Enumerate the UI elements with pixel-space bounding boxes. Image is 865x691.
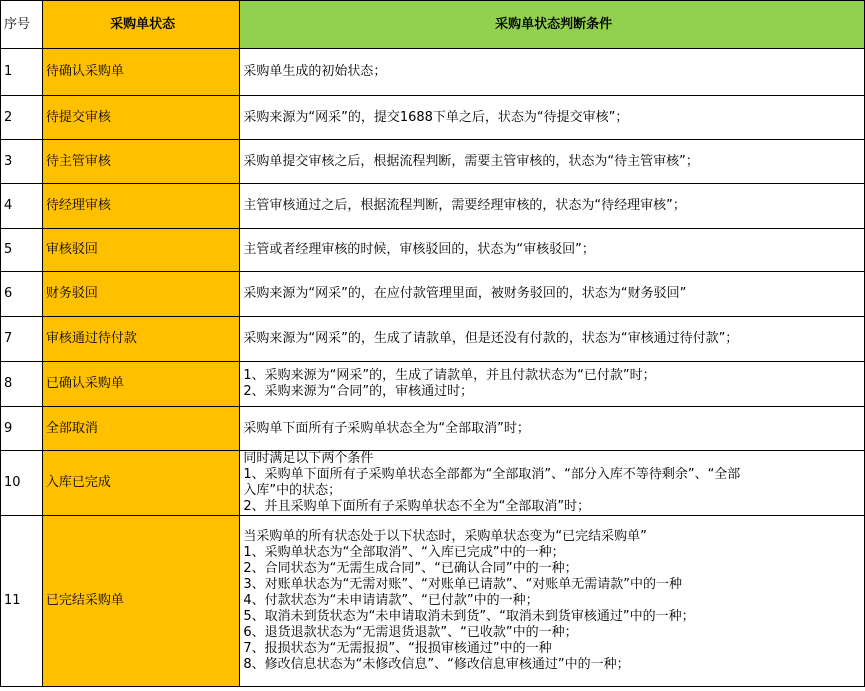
- row-seq: 3: [1, 140, 43, 184]
- condition-line: 主管或者经理审核的时候，审核驳回的，状态为“审核驳回”；: [243, 242, 595, 257]
- table-row: [1, 272, 865, 317]
- table-row: [1, 317, 865, 362]
- condition-line: 2、并且采购单下面所有子采购单状态不全为“全部取消”时；: [243, 499, 591, 514]
- row-condition: [240, 516, 865, 687]
- condition-line: 1、采购单下面所有子采购单状态全部都为“全部取消”、“部分入库不等待剩余”、“全部: [243, 467, 741, 482]
- row-seq: 6: [1, 272, 43, 317]
- row-seq: 9: [1, 407, 43, 451]
- table-row: [1, 516, 865, 687]
- condition-line: 2、采购来源为“合同”的，审核通过时；: [243, 384, 474, 399]
- condition-line: 采购单生成的初始状态；: [243, 64, 387, 79]
- condition-line: 1、采购来源为“网采”的，生成了请款单，并且付款状态为“已付款”时；: [243, 368, 656, 383]
- table-row: [1, 49, 865, 96]
- table-body: [1, 49, 865, 687]
- table-row: [1, 229, 865, 272]
- condition-line: 5、取消未到货状态为“未申请取消未到货”、“取消未到货审核通过”中的一种；: [243, 609, 695, 624]
- condition-line: 采购单下面所有子采购单状态全为“全部取消”时；: [243, 420, 530, 436]
- row-status: 审核通过待付款: [42, 317, 239, 362]
- row-status: 已确认采购单: [42, 362, 239, 407]
- row-status: 财务驳回: [42, 272, 239, 317]
- row-condition: [240, 49, 865, 96]
- table-row: [1, 407, 865, 451]
- table-row: [1, 140, 865, 184]
- header-condition: 采购单状态判断条件: [240, 1, 865, 49]
- condition-line: 8、修改信息状态为“未修改信息”、“修改信息审核通过”中的一种；: [243, 657, 630, 672]
- condition-line: 当采购单的所有状态处于以下状态时，采购单状态变为“已完结采购单”: [243, 529, 647, 544]
- table-row: [1, 362, 865, 407]
- row-status: 审核驳回: [42, 229, 239, 272]
- condition-line: 4、付款状态为“未申请请款”、“已付款”中的一种；: [243, 593, 539, 608]
- condition-line: 采购来源为“网采”的，在应付款管理里面，被财务驳回的，状态为“财务驳回”: [243, 286, 687, 301]
- header-seq: 序号: [1, 1, 43, 49]
- table-row: [1, 96, 865, 140]
- condition-line: 2、合同状态为“无需生成合同”、“已确认合同”中的一种；: [243, 561, 578, 576]
- condition-line: 采购来源为“网采”的，提交1688下单之后，状态为“待提交审核”；: [243, 109, 629, 125]
- header-row: [1, 1, 865, 49]
- row-status: 入库已完成: [42, 451, 239, 516]
- header-status: 采购单状态: [42, 1, 239, 49]
- row-status: 待确认采购单: [42, 49, 239, 96]
- row-condition: [240, 272, 865, 317]
- row-status: 待经理审核: [42, 184, 239, 229]
- condition-line: 采购单提交审核之后，根据流程判断，需要主管审核的，状态为“待主管审核”；: [243, 153, 699, 169]
- condition-line: 1、采购单状态为“全部取消”、“入库已完成”中的一种；: [243, 545, 565, 560]
- condition-line: 采购来源为“网采”的，生成了请款单，但是还没有付款的，状态为“审核通过待付款”；: [243, 331, 739, 346]
- row-seq: 7: [1, 317, 43, 362]
- row-seq: 1: [1, 49, 43, 96]
- row-condition: [240, 407, 865, 451]
- row-seq: 2: [1, 96, 43, 140]
- row-condition: [240, 140, 865, 184]
- condition-line: 6、退货退款状态为“无需退货退款”、“已收款”中的一种；: [243, 625, 578, 640]
- row-condition: [240, 229, 865, 272]
- row-condition: [240, 96, 865, 140]
- row-status: 全部取消: [42, 407, 239, 451]
- row-status: 待主管审核: [42, 140, 239, 184]
- row-condition: [240, 362, 865, 407]
- condition-line: 主管审核通过之后，根据流程判断，需要经理审核的，状态为“待经理审核”；: [243, 198, 686, 213]
- table-row: [1, 184, 865, 229]
- row-seq: 4: [1, 184, 43, 229]
- row-status: 待提交审核: [42, 96, 239, 140]
- condition-line: 入库”中的状态；: [243, 483, 342, 498]
- row-seq: 8: [1, 362, 43, 407]
- table-row: [1, 451, 865, 516]
- row-seq: 5: [1, 229, 43, 272]
- row-status: 已完结采购单: [42, 516, 239, 687]
- row-condition: [240, 184, 865, 229]
- condition-line: 7、报损状态为“无需报损”、“报损审核通过”中的一种: [243, 641, 552, 656]
- condition-line: 同时满足以下两个条件: [243, 451, 374, 466]
- row-seq: 11: [1, 516, 43, 687]
- row-seq: 10: [1, 451, 43, 516]
- row-condition: [240, 451, 865, 516]
- condition-line: 3、对账单状态为“无需对账”、“对账单已请款”、“对账单无需请款”中的一种: [243, 577, 683, 592]
- row-condition: [240, 317, 865, 362]
